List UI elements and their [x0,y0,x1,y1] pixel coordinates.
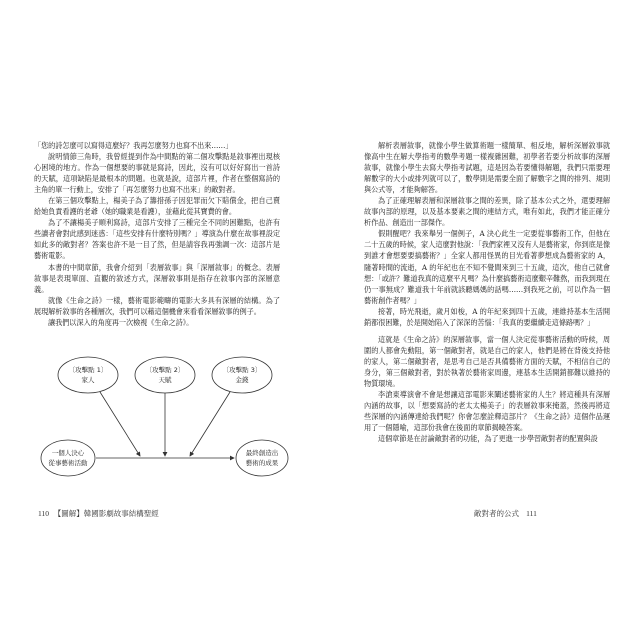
attack-point-3-node [212,357,272,393]
paragraph: 本書的中間章節，我會介紹到「表層敘事」與「深層敘事」的概念。表層敘事是表現單面、直觀的敘述方式，深層敘事則是指存在敘事內部的深層意義。 [34,262,280,294]
paragraph: 接著，時光飛逝，歲月如梭，A 的年紀來到四十五歲，連維持基本生活開銷都很困難，於是開始陷入了深深的苦惱：「我真的要繼續走這條路嗎？」 [364,306,610,327]
paragraph: 這個章節是在討論敵對者的功能，為了更進一步學習敵對者的配置與設 [378,434,598,444]
page-number: 110 [38,509,49,518]
attack-point-1-node [58,357,118,393]
node-label: 〔攻擊點 3〕 [222,366,262,374]
paragraph: 說明情節三角時，我曾經提到作為中間點的第二個攻擊點是敘事裡出現核心困境的地方。作為一個想要的事就是寫詩，因此，沒有可以好好寫出一首詩的天賦，這項缺陷是最根本的問題。也就是說，這部片裡，作者在整個寫詩的主角的單一行動上，安排了「再怎麼努力也寫不出來」的敵對者。 [34,152,280,195]
paragraph: 解析表層敘事，就像小學生做算術題一樣簡單、相反地，解析深層敘事就像高中生在解大學指考的數學考題一樣複雜困難，初學者若要分析故事的深層敘事，就像小學生去寫大學指考試題，這是因為若要懂得解題，我們只需要理解數字的大小或排列就可以了，數學則是需要全面了解數字之間的排列、規則與公式等，才能夠解答。 [364,141,610,195]
running-title: 敵對者的公式 [474,509,519,518]
paragraph: 讓我們以深入的角度再一次檢視《生命之詩》。 [48,317,194,327]
node-label: 家人 [81,376,95,384]
arrow-1 [100,392,140,456]
paragraph: 「您的詩怎麼可以寫得這麼好？我再怎麼努力也寫不出來……」 [34,141,233,150]
node-label: 一個人決心 [51,449,85,457]
node-label: 〔攻擊點 1〕 [68,366,108,374]
node-label: 〔攻擊點 2〕 [145,366,185,374]
node-label: 藝術的成果 [245,459,279,467]
end-node [236,440,288,476]
antagonist-diagram [40,355,290,485]
attack-point-2-node [135,357,195,393]
node-label: 最終創造出 [245,449,279,457]
paragraph: 假則醒吧？我來舉另一個例子，A 決心此生一定要從事藝術工作，但他在二十五歲的時候，家人這麼對他說：「我們家裡又沒有人是藝術家，你到底是像到誰才會想要要搞藝術？」全家人都用怪異的目光看著夢想成為藝術家的 A，隨著時間的流逝，A 的年紀也在不知不覺間來到三十五歲，這次，他自己就會想：「或許？難道我真的這麼平凡嗎？為什麼搞藝術這麼艱辛難熬，而我到現在仍一事無成？難道我十年前就該聽媽媽的話嗎……到我死之前，可以作為一個藝術創作者嗎？」 [364,229,610,305]
arrow-3 [190,392,230,456]
right-page [364,140,610,444]
paragraph: 就像《生命之詩》一樣，藝術電影範疇的電影大多具有深層的結構。為了展現解析敘事的各種層次，我們可以藉這個機會來看看深層敘事的例子。 [34,295,280,316]
page-number: 111 [526,509,537,518]
paragraph: 為了不讓楊美子順利寫詩，這部片安排了三種完全不同的困難點，也許有些讀者會對此感到迷惑：「這些安排有什麼特別嗎？」導演為什麼在故事裡設定如此多的敵對者？答案也許不是一目了然，但是請容我再強調一次：這部片是藝術電影。 [34,218,280,261]
node-label: 天賦 [158,376,172,384]
paragraph: 李滄東導演會不會是想讓這部電影來闡述藝術家的人生？將這種具有深層內涵的故事，以「想要寫詩的老太太楊美子」的表層敘事來掩蓋，然後再將這些深層的內涵傳達給我們呢？你會怎麼詮釋這部片？《生命之詩》這個作品運用了一個隱喻，這部份我會在後面的章節揭曉答案。 [364,390,610,433]
running-title: 【圖解】韓國影劇故事結構聖經 [53,509,159,518]
left-page [34,140,280,328]
paragraph: 為了正確理解表層和深層敘事之間的差異，除了基本公式之外，還要理解故事內部的原理，以及基本要素之間的連結方式，唯有如此，我們才能正確分析作品、創造出一部傑作。 [364,196,610,228]
node-label: 從事藝術活動 [48,459,88,467]
start-node [41,440,95,476]
paragraph: 這就是《生命之詩》的深層敘事，當一個人決定從事藝術活動的時候，周圍的人都會先動阻，第一個敵對者，就是自己的家人，他們是將在背後支持他的家人，第二個敵對者，是思考自己是否具備藝術方面的天賦，不相信自己的身分，第三個敵對者，對於執著於藝術家周邊，連基本生活開銷都難以維持的物質環境。 [364,334,610,388]
right-footer [474,508,537,519]
node-label: 金錢 [235,376,249,384]
left-footer [38,508,159,519]
paragraph: 在第三個攻擊點上，楊美子為了籌措孫子因犯罪而欠下賠償金，把自己賣給她負責看護的老爺（她的職業是看護），並藉此從其寶費的會。 [34,196,280,217]
